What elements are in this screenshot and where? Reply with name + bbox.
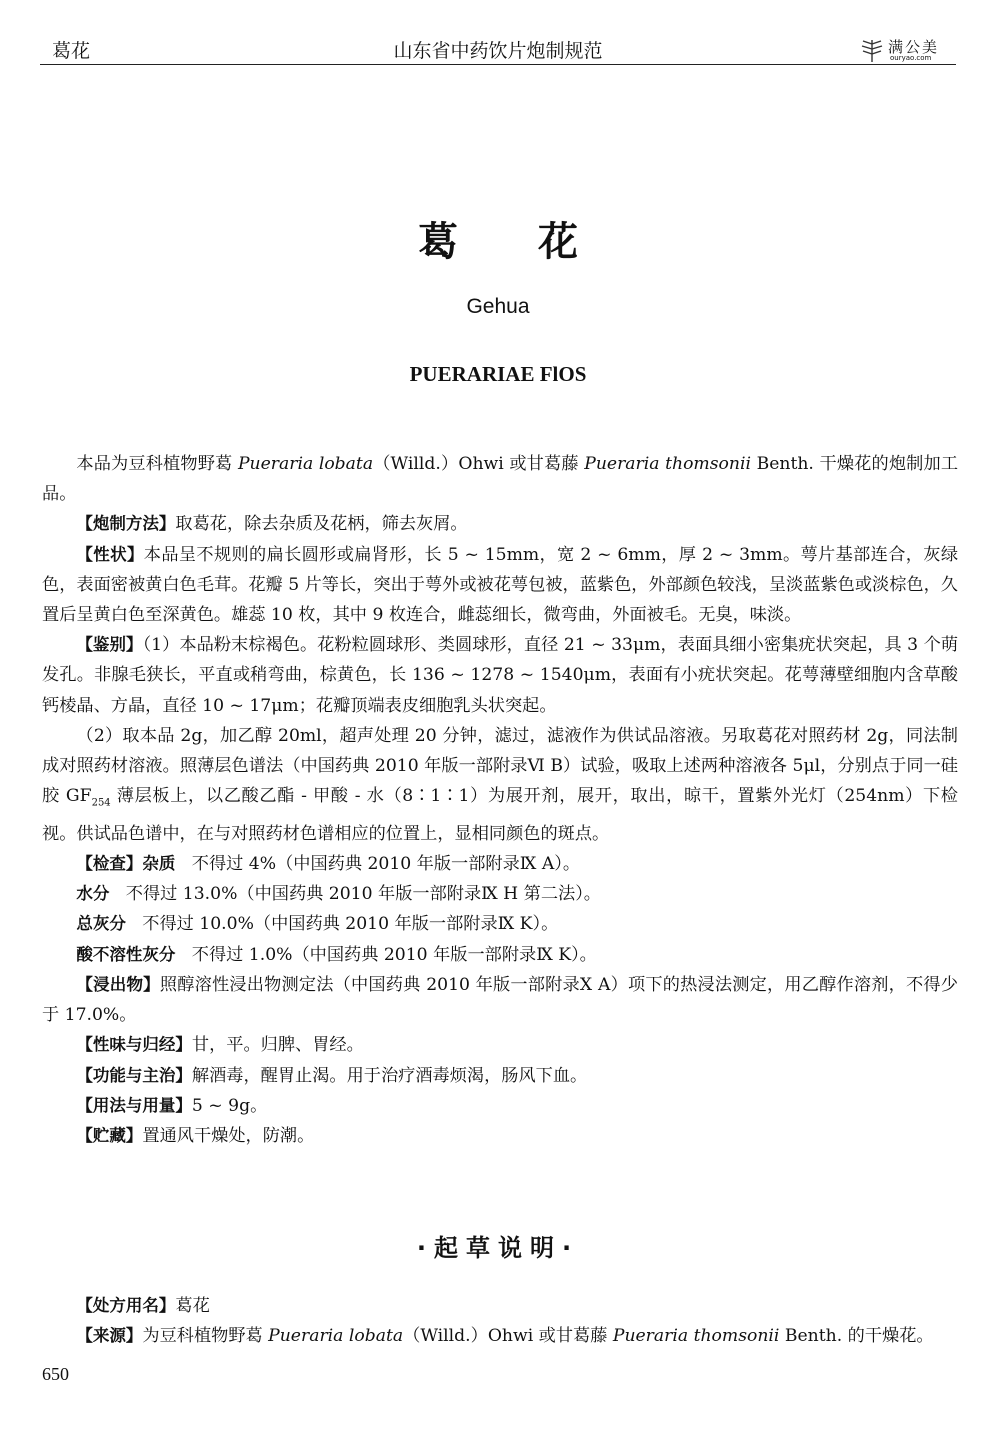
drafting-name-paragraph: 【处方用名】葛花 [76,1296,210,1316]
entry-title: 葛花 [418,219,658,265]
processing-paragraph: 【炮制方法】取葛花，除去杂质及花柄，筛去灰屑。 [76,514,468,535]
drafting-source-paragraph: 【来源】为豆科植物野葛 Pueraria lobata（Willd.）Ohwi 或甘葛藤 Pueraria thomsonii Benth. 的干燥花。 [76,1326,934,1347]
identification-paragraph-2: （2）取本品 2g，加乙醇 20ml，超声处理 20 分钟，滤过，滤液作为供试品溶液。另取葛花对照药材 2g，同法制成对照药材溶液。照薄层色谱法（中国药典 2010 年版一部附录Ⅵ B）试验，吸取上述两种溶液各 5μl，分别点于同一硅胶 $GF_{254}$ 薄层板上，以乙酸乙酯 - 甲酸 - 水（8∶1∶1）为展开剂，展开，取出，晾干，置紫外光灯（254nm）下检视。供试品色谱中，在与对照药材色谱相应的位置上，显相同颜色的斑点。 [42,725,958,844]
page-number: 650 [42,1364,69,1384]
checks-term: 【检查】 [76,854,143,874]
logo-text: 满公美 [888,38,940,56]
monograph-body [42,449,958,1151]
check-moisture: 水分 不得过 13.0%（中国药典 2010 年版一部附录Ⅸ H 第二法）。 [76,884,601,905]
leaf-icon [858,38,886,64]
description-term: 【性状】 [76,544,144,564]
intro-paragraph: 本品为豆科植物野葛 Pueraria lobata（Willd.）Ohwi 或甘葛藤 Pueraria thomsonii Benth. 干燥花的炮制加工品。 [42,454,959,505]
header-book-title: 山东省中药饮片炮制规范 [393,40,603,62]
storage-paragraph: 【贮藏】置通风干燥处，防潮。 [76,1125,315,1146]
nature-term: 【性味与归经】 [76,1035,192,1055]
identification-term: 【鉴别】 [76,635,143,655]
description-paragraph: 【性状】本品呈不规则的扁长圆形或扁肾形，长 5 ~ 15mm，宽 2 ~ 6mm，厚 2 ~ 3mm。萼片基部连合，灰绿色，表面密被黄白色毛茸。花瓣 5 片等长，突出于萼外或被花萼包被，蓝紫色，外部颜色较浅，呈淡蓝紫色或淡棕色，久置后呈黄白色至深黄色。雄蕊 10 枚，其中 9 枚连合，雌蕊细长，微弯曲，外面被毛。无臭，味淡。 [42,544,959,626]
dosage-term: 【用法与用量】 [76,1095,192,1115]
extract-paragraph: 【浸出物】照醇溶性浸出物测定法（中国药典 2010 年版一部附录Ⅹ A）项下的热浸法测定，用乙醇作溶剂，不得少于 17.0%。 [42,974,958,1026]
processing-term: 【炮制方法】 [76,514,176,534]
publisher-logo [858,36,958,66]
check-acid-insoluble-ash: 酸不溶性灰分 不得过 1.0%（中国药典 2010 年版一部附录Ⅸ K）。 [76,944,597,965]
storage-term: 【贮藏】 [76,1125,143,1145]
header-left-title: 葛花 [52,40,91,62]
function-paragraph: 【功能与主治】解酒毒，醒胃止渴。用于治疗酒毒烦渴，肠风下血。 [76,1065,588,1086]
function-term: 【功能与主治】 [76,1065,192,1085]
header-rule [40,64,956,65]
dosage-paragraph: 【用法与用量】5 ~ 9g。 [76,1095,268,1116]
identification-paragraph-1: 【鉴别】（1）本品粉末棕褐色。花粉粒圆球形、类圆球形，直径 21 ~ 33μm，表面具细小密集疣状突起，具 3 个萌发孔。非腺毛狭长，平直或稍弯曲，棕黄色，长 136 ~ 1278 ~ 1540μm，表面有小疣状突起。花萼薄壁细胞内含草酸钙棱晶、方晶，直径 10 ~ 17μm；花瓣顶端表皮细胞乳头状突起。 [42,635,959,716]
logo-url: ouryao.com [890,54,932,62]
entry-latin-name: PUERARIAE FlOS [409,362,587,386]
drafting-body [42,1291,958,1351]
nature-paragraph: 【性味与归经】甘，平。归脾、胃经。 [76,1035,364,1056]
extract-term: 【浸出物】 [76,974,160,994]
check-impurity: 【检查】杂质 不得过 4%（中国药典 2010 年版一部附录Ⅸ A）。 [76,854,581,875]
check-total-ash: 总灰分 不得过 10.0%（中国药典 2010 年版一部附录Ⅸ K）。 [76,914,559,935]
drafting-section-title: ·起草说明· [416,1234,580,1262]
running-header [40,30,956,66]
entry-pinyin: Gehua [466,295,530,318]
